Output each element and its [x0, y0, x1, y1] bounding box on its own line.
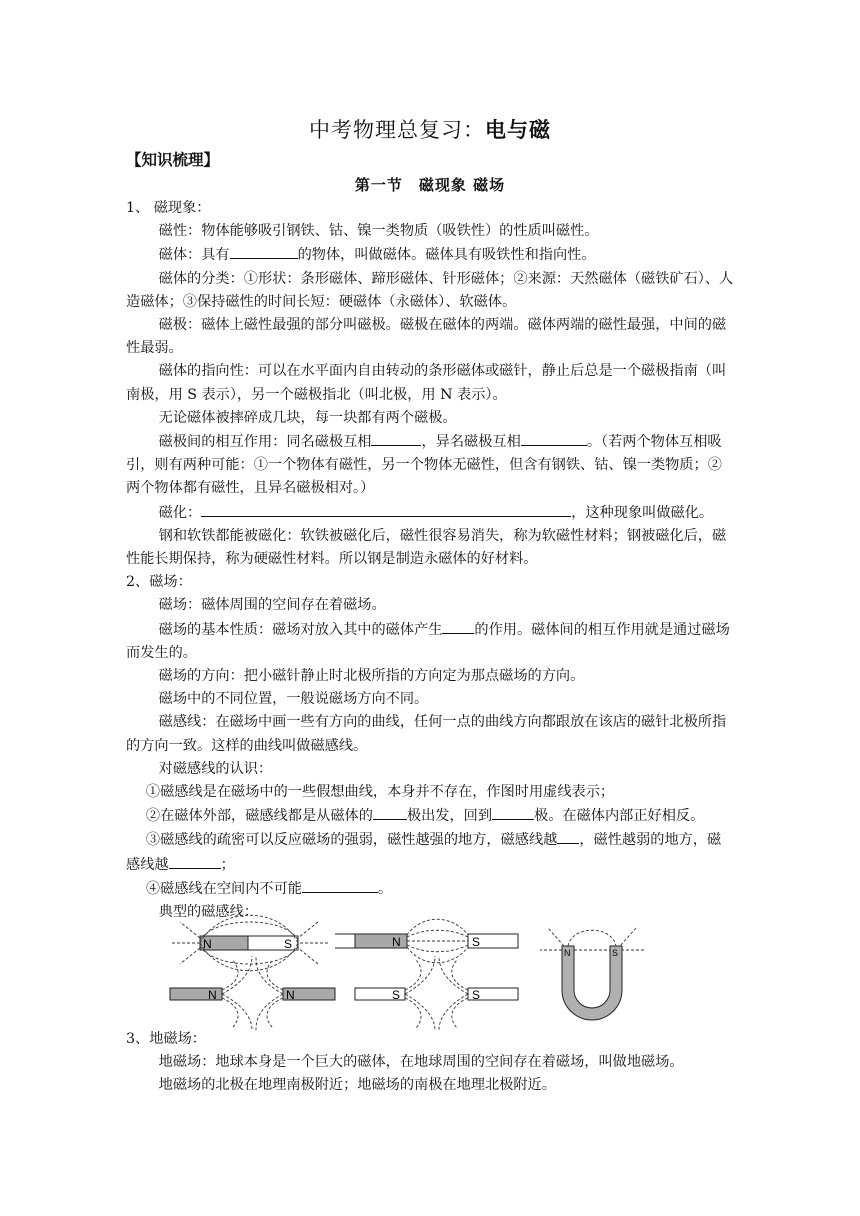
repelling-south-poles-diagram [355, 956, 518, 1030]
s1-heading: 1、 磁现象： [126, 200, 211, 216]
title-emphasis: 电与磁 [485, 117, 551, 142]
fill-blank[interactable] [557, 828, 579, 844]
magnetic-field-lines-figure [160, 910, 660, 1030]
s1-pole: 磁极：磁体上磁性最强的部分叫磁极。磁极在磁体的两端。磁体两端的磁性最强，中间的磁性最弱。 [126, 317, 727, 357]
s2-know: 对磁感线的认识： [158, 760, 273, 777]
pole-label-s: S [392, 988, 401, 1002]
s2-k1: ①磁感线是在磁场中的一些假想曲线，本身并不存在，作图时用虚线表示； [145, 784, 615, 801]
repelling-north-poles-diagram [170, 956, 335, 1030]
section-heading: 【知识梳理】 [126, 150, 220, 169]
s2-diff: 磁场中的不同位置，一般说磁场方向不同。 [158, 691, 429, 708]
pole-label-n: N [392, 935, 401, 949]
field-lines-svg [160, 910, 660, 1030]
attracting-poles-diagram [335, 919, 518, 963]
s2-k2: ②在磁体外部，磁感线都是从磁体的 极出发，回到 极。在磁体内部正好相反。 [126, 804, 734, 828]
pole-label-n: N [208, 988, 217, 1002]
s1-classify: 磁体的分类：①形状：条形磁体、蹄形磁体、针形磁体；②来源：天然磁体（磁铁矿石）、人造磁体；③保持磁性的时间长短：硬磁体（永磁体）、软磁体。 [126, 270, 734, 310]
bar-magnet-diagram [170, 915, 328, 971]
fill-blank[interactable] [373, 804, 407, 820]
s1-interaction: 磁极间的相互作用：同名磁极互相 ，异名磁极互相 。（若两个物体互相吸引，则有两种可能：①一个物体有磁性，另一个物体无磁性，但含有钢铁、钴、镍一类物质；②两个物体都有磁性，且异名磁极相对。） [126, 430, 734, 501]
section-1-body [126, 197, 734, 924]
fill-blank[interactable] [371, 430, 421, 446]
s1-magnetize: 磁化： ，这种现象叫做磁化。 [126, 501, 734, 525]
page-title [0, 114, 860, 144]
s2-heading: 2、磁场： [126, 574, 192, 591]
s2-lines: 磁感线：在磁场中画一些有方向的曲线，任何一点的曲线方向都跟放在该店的磁针北极所指的方向一致。这样的曲线叫做磁感线。 [126, 714, 727, 754]
s2-k3: ③磁感线的疏密可以反应磁场的强弱，磁性越强的地方，磁感线越 ，磁性越弱的地方，磁感线越 ； [126, 828, 734, 876]
pole-label-s: S [612, 948, 619, 958]
s1-steel: 钢和软铁都能被磁化：软铁被磁化后，磁性很容易消失，称为软磁性材料；钢被磁化后，磁性能长期保持，称为硬磁性材料。所以钢是制造永磁体的好材料。 [126, 527, 727, 568]
section-3-body [126, 1028, 734, 1098]
s3-heading: 3、地磁场： [126, 1031, 206, 1047]
s2-basic: 磁场的基本性质：磁场对放入其中的磁体产生 的作用。磁体间的相互作用就是通过磁场而发生的。 [126, 618, 734, 665]
s3-poles: 地磁场的北极在地理南极附近；地磁场的南极在地理北极附近。 [158, 1077, 556, 1094]
subsection-heading: 第一节 磁现象 磁场 [354, 176, 506, 194]
s2-dir: 磁场的方向：把小磁针静止时北极所指的方向定为那点磁场的方向。 [158, 668, 585, 685]
s2-field: 磁场：磁体周围的空间存在着磁场。 [158, 597, 386, 614]
fill-blank[interactable] [442, 618, 474, 634]
horseshoe-magnet-diagram [540, 928, 644, 1020]
fill-blank[interactable] [492, 804, 534, 820]
s3-earth: 地磁场：地球本身是一个巨大的磁体，在地球周围的空间存在着磁场，叫做地磁场。 [158, 1054, 684, 1071]
pole-label-s: S [472, 935, 481, 949]
title-prefix: 中考物理总复习： [309, 118, 485, 142]
fill-blank[interactable] [230, 243, 298, 259]
s1-direction: 磁体的指向性：可以在水平面内自由转动的条形磁体或磁针，静止后总是一个磁极指南（叫南极，用 S 表示），另一个磁极指北（叫北极，用 N 表示）。 [126, 363, 727, 403]
pole-label-s: S [472, 988, 481, 1002]
fill-blank[interactable] [201, 501, 571, 517]
fill-blank[interactable] [521, 430, 587, 446]
fill-blank[interactable] [169, 853, 221, 869]
s1-magnetism: 磁性：物体能够吸引钢铁、钴、镍一类物质（吸铁性）的性质叫磁性。 [158, 223, 599, 240]
s1-magnet: 磁体：具有 的物体，叫做磁体。磁体具有吸铁性和指向性。 [126, 243, 734, 267]
pole-label-n: N [286, 988, 295, 1002]
pole-label-s: S [284, 937, 293, 951]
pole-label-n: N [564, 948, 571, 958]
s2-k4: ④磁感线在空间内不可能 。 [126, 877, 734, 901]
s1-broken: 无论磁体被摔碎成几块，每一块都有两个磁极。 [158, 409, 457, 426]
s2-typical: 典型的磁感线： [158, 904, 258, 921]
pole-label-n: N [203, 937, 212, 951]
fill-blank[interactable] [302, 877, 378, 893]
